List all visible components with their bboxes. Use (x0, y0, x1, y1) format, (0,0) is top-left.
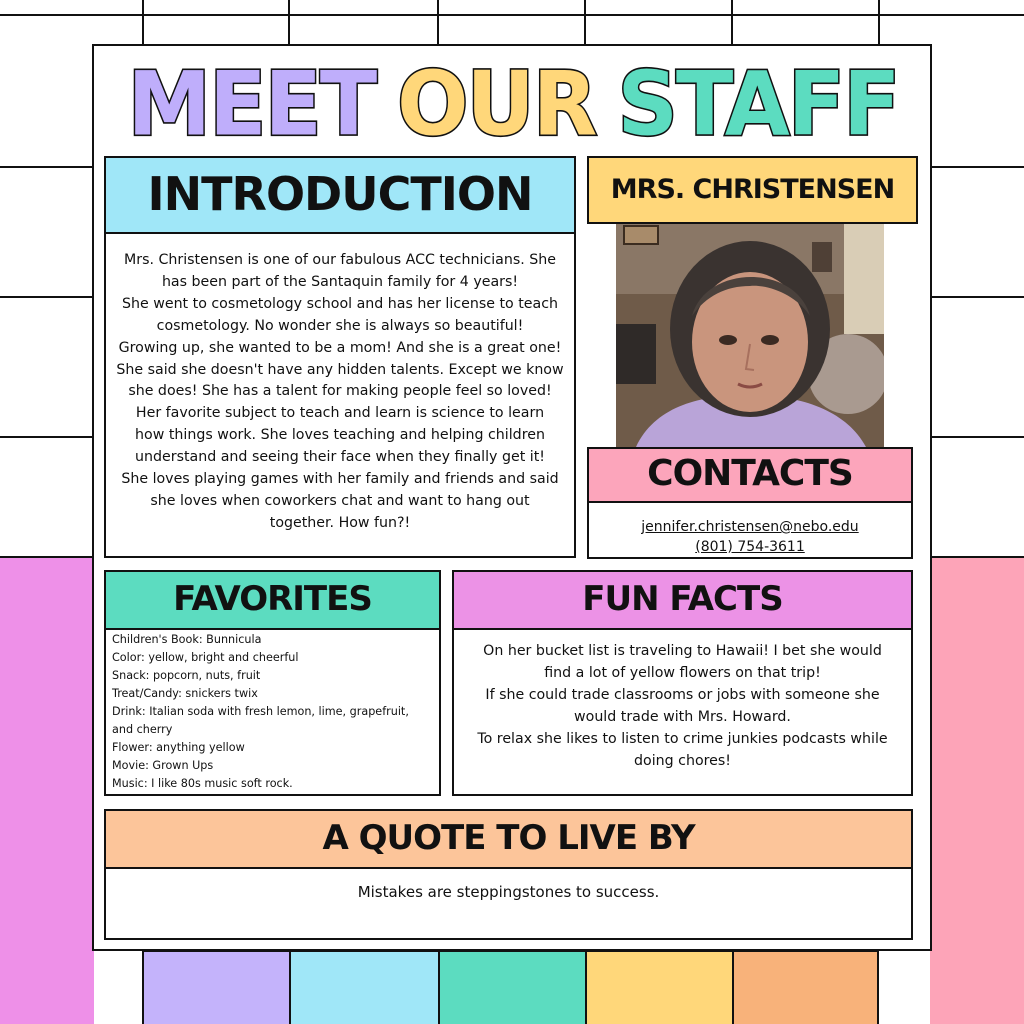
list-item: Drink: Italian soda with fresh lemon, lime, grapefruit, (112, 705, 409, 718)
page-title (102, 52, 924, 156)
list-item: Treat/Candy: snickers twix (112, 687, 258, 700)
quote-text: Mistakes are steppingstones to success. (357, 883, 660, 901)
fun-fact-line: doing chores! (634, 753, 731, 769)
intro-line: she does! She has a talent for making people feel so loved! (128, 383, 552, 400)
fun-fact-line: If she could trade classrooms or jobs with someone she (485, 687, 880, 703)
fun-fact-line: would trade with Mrs. Howard. (574, 709, 791, 725)
intro-line: she loves when coworkers chat and want to hang out (150, 492, 530, 509)
bottom-swatch-sky (289, 950, 438, 1024)
fun-facts-text (454, 630, 911, 772)
intro-line: cosmetology. No wonder she is always so beautiful! (156, 317, 524, 334)
list-item: Movie: Grown Ups (112, 759, 214, 772)
staff-poster (92, 44, 932, 951)
side-block-right (930, 556, 1024, 1024)
intro-line: She said she doesn't have any hidden talents. Except we know (116, 361, 564, 378)
title-word-staff: STAFF (617, 52, 899, 156)
list-item: Color: yellow, bright and cheerful (112, 651, 299, 664)
bottom-swatch-orange (732, 950, 879, 1024)
intro-line: together. How fun?! (269, 514, 411, 531)
contact-details (589, 503, 911, 557)
list-item: and cherry (112, 723, 173, 736)
introduction-section (104, 156, 576, 558)
grid-line (0, 14, 1024, 16)
intro-line: Mrs. Christensen is one of our fabulous ACC technicians. She (124, 252, 556, 268)
email-link[interactable]: jennifer.christensen@nebo.edu (641, 519, 859, 535)
quote-heading: A QUOTE TO LIVE BY (106, 811, 911, 869)
contacts-section (587, 447, 913, 559)
fun-fact-line: On her bucket list is traveling to Hawaii! I bet she would (483, 643, 882, 659)
bottom-swatch-yellow (585, 950, 732, 1024)
portrait-illustration (616, 224, 884, 447)
intro-line: has been part of the Santaquin family for 4 years! (161, 273, 519, 290)
intro-line: how things work. She loves teaching and helping children (135, 427, 545, 444)
favorites-heading: FAVORITES (106, 572, 439, 630)
side-block-left (0, 556, 94, 1024)
intro-line: understand and seeing their face when they finally get it! (135, 449, 545, 466)
fun-facts-heading: FUN FACTS (454, 572, 911, 630)
intro-line: Her favorite subject to teach and learn is science to learn (135, 405, 545, 422)
fun-fact-line: find a lot of yellow flowers on that trip! (544, 665, 821, 681)
intro-line: She went to cosmetology school and has her license to teach (122, 295, 558, 312)
staff-name: MRS. CHRISTENSEN (587, 156, 918, 224)
phone-link[interactable]: (801) 754-3611 (695, 539, 805, 555)
bottom-swatch-teal (438, 950, 585, 1024)
introduction-text (106, 234, 574, 535)
fun-facts-section (452, 570, 913, 796)
fun-fact-line: To relax she likes to listen to crime junkies podcasts while (477, 731, 888, 747)
staff-photo (616, 224, 884, 447)
intro-line: She loves playing games with her family and friends and said (121, 471, 559, 488)
quote-section (104, 809, 913, 940)
title-word-meet: MEET (127, 52, 376, 156)
list-item: Snack: popcorn, nuts, fruit (112, 669, 261, 682)
title-word-our: OUR (397, 52, 596, 156)
list-item: Flower: anything yellow (112, 741, 245, 754)
favorites-list (106, 630, 439, 793)
list-item: Children's Book: Bunnicula (112, 633, 262, 646)
contacts-heading: CONTACTS (589, 449, 911, 503)
favorites-section (104, 570, 441, 796)
list-item: Music: I like 80s music soft rock. (112, 777, 293, 790)
intro-line: Growing up, she wanted to be a mom! And she is a great one! (118, 339, 562, 356)
introduction-heading: INTRODUCTION (106, 158, 574, 234)
bottom-swatch-purple (142, 950, 289, 1024)
